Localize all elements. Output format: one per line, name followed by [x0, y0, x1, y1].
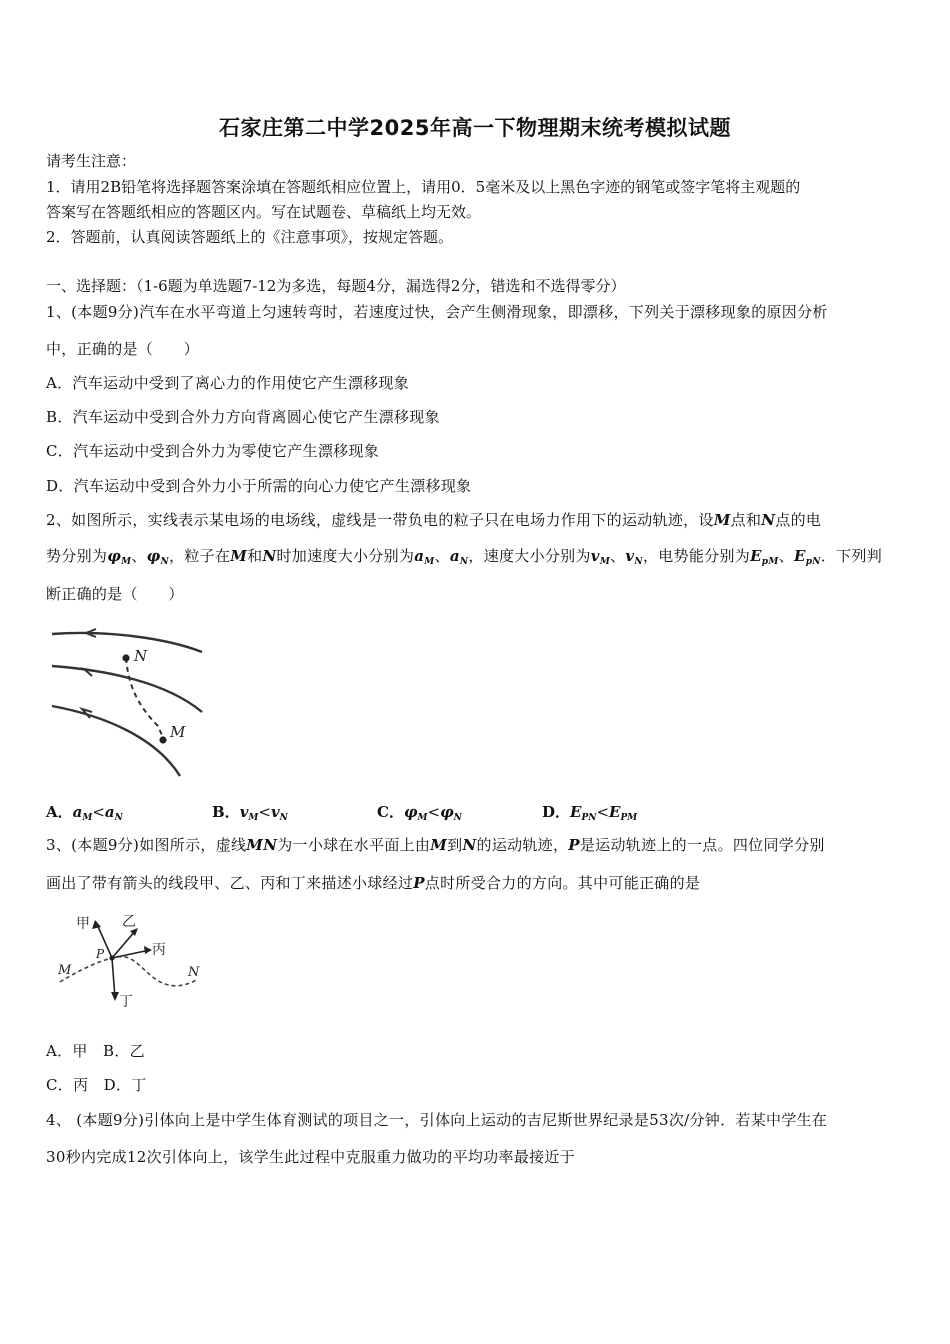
sub: N: [453, 813, 462, 823]
label-yi: 乙: [122, 914, 136, 930]
q1-option-b: B．汽车运动中受到合外力方向背离圆心使它产生漂移现象: [46, 408, 440, 426]
var: v: [239, 803, 249, 821]
label-jia: 甲: [76, 916, 90, 932]
q2-option-b: [212, 802, 288, 828]
option-label: B．: [212, 803, 240, 821]
q2-sep: 、: [131, 547, 147, 565]
q3-text: 的运动轨迹，: [476, 836, 569, 854]
q2-sub: M: [121, 557, 132, 567]
q2-text: 点和: [730, 511, 762, 529]
sub: M: [417, 813, 428, 823]
label-N: N: [188, 965, 200, 980]
q2-text: ．下列判: [820, 547, 883, 565]
q2-text: ，粒子在: [169, 547, 231, 565]
notice-item-1-line-2: 答案写在答题纸相应的答题区内。写在试题卷、草稿纸上均无效。: [46, 203, 482, 221]
q3-var-N: N: [462, 836, 477, 854]
less-than: <: [427, 803, 441, 821]
q2-sub: N: [160, 557, 170, 567]
q1-stem-line-2: 中，正确的是（ ）: [46, 340, 200, 358]
q3-text: 3、(本题9分)如图所示，虚线: [46, 836, 247, 854]
q2-var-M: M: [230, 547, 248, 565]
q2-var-v: v: [625, 547, 635, 565]
sub: M: [248, 813, 259, 823]
var: a: [72, 803, 83, 821]
notice-item-1-line-1: 1．请用2B铅笔将选择题答案涂填在答题纸相应位置上，请用0．5毫米及以上黑色字迹的钢笔或签字笔将主观题的: [46, 178, 801, 196]
q2-stem-line-3: 断正确的是（ ）: [46, 585, 184, 603]
point-M-dot: [159, 736, 166, 743]
label-ding: 丁: [119, 994, 133, 1010]
label-N: N: [134, 647, 148, 665]
q2-var-N: N: [761, 511, 776, 529]
sub: N: [279, 813, 288, 823]
q1-option-d: D．汽车运动中受到合外力小于所需的向心力使它产生漂移现象: [46, 477, 472, 495]
q2-text: 时加速度大小分别为: [276, 547, 415, 565]
q2-sub: pN: [805, 557, 821, 567]
q4-stem-line-2: 30秒内完成12次引体向上，该学生此过程中克服重力做功的平均功率最接近于: [46, 1148, 575, 1166]
var: E: [609, 803, 621, 821]
q3-text: 点时所受合力的方向。其中可能正确的是: [424, 874, 701, 892]
sub: N: [114, 813, 123, 823]
q2-option-c: [377, 802, 462, 828]
label-bing: 丙: [152, 942, 166, 958]
q2-var-N: N: [262, 547, 277, 565]
less-than: <: [258, 803, 271, 821]
q3-text: 是运动轨迹上的一点。四位同学分别: [579, 836, 825, 854]
q3-var-MN: MN: [246, 836, 278, 854]
q2-option-a: [46, 802, 123, 828]
arrowhead-bing-icon: [144, 946, 152, 954]
q2-var-phi: φ: [107, 547, 122, 565]
arrowhead-ding-icon: [111, 992, 119, 1001]
q2-var-a: a: [449, 547, 460, 565]
var: v: [270, 803, 280, 821]
q2-text: 势分别为: [46, 547, 108, 565]
trajectory-MN-dashed: [60, 957, 196, 986]
q2-var-v: v: [590, 547, 600, 565]
less-than: <: [596, 803, 610, 821]
q2-option-d: [542, 802, 637, 828]
q3-text: 画出了带有箭头的线段甲、乙、丙和丁来描述小球经过: [46, 874, 414, 892]
q3-text: 到: [447, 836, 463, 854]
q3-var-M: M: [430, 836, 448, 854]
q2-var-a: a: [414, 547, 425, 565]
q1-option-a: A．汽车运动中受到了离心力的作用使它产生漂移现象: [46, 374, 410, 392]
label-P: P: [96, 947, 105, 961]
field-line-1: [52, 633, 202, 652]
q2-sub: pM: [761, 557, 779, 567]
q2-text: 点的电: [775, 511, 822, 529]
q2-stem-line-2: [46, 546, 882, 572]
var: φ: [440, 803, 454, 821]
var: a: [104, 803, 115, 821]
q3-options-row-2: C．丙 D．丁: [46, 1076, 147, 1094]
sub: PN: [581, 813, 597, 823]
q2-field-figure: [46, 620, 216, 780]
q2-sub: N: [459, 557, 469, 567]
q3-stem-line-2: [46, 873, 700, 893]
q2-sep: 、: [610, 547, 626, 565]
point-N-dot: [122, 654, 129, 661]
label-M: M: [58, 963, 72, 978]
option-label: C．: [377, 803, 404, 821]
q2-var-phi: φ: [146, 547, 161, 565]
label-M: M: [170, 723, 186, 741]
option-label: D．: [542, 803, 571, 821]
notice-heading: 请考生注意：: [46, 152, 137, 170]
q2-sub: N: [634, 557, 643, 567]
q2-var-M: M: [713, 511, 731, 529]
q3-var-P: P: [568, 836, 580, 854]
q2-sub: M: [599, 557, 611, 567]
q1-option-c: C．汽车运动中受到合外力为零使它产生漂移现象: [46, 442, 380, 460]
q2-text: 2、如图所示，实线表示某电场的电场线，虚线是一带负电的粒子只在电场力作用下的运动轨迹，设: [46, 511, 714, 529]
q2-text: ，电势能分别为: [642, 547, 751, 565]
q3-force-figure: [46, 906, 216, 1016]
option-label: A．: [46, 803, 73, 821]
q1-stem-line-1: 1、(本题9分)汽车在水平弯道上匀速转弯时，若速度过快，会产生侧滑现象，即漂移，下列关于漂移现象的原因分析: [46, 303, 828, 321]
q3-options-row-1: A．甲 B．乙: [46, 1042, 145, 1060]
field-line-2: [52, 666, 202, 712]
q3-text: 为一小球在水平面上由: [277, 836, 431, 854]
q2-sub: M: [424, 557, 435, 567]
q2-stem-line-1: [46, 510, 821, 530]
sub: PM: [620, 813, 638, 823]
q3-stem-line-1: [46, 835, 825, 855]
page-title: 石家庄第二中学2025年高一下物理期末统考模拟试题: [219, 116, 731, 140]
trajectory-dashed: [126, 658, 164, 740]
arrow-2-icon: [84, 669, 94, 676]
section-heading: 一、选择题：（1-6题为单选题7-12为多选，每题4分，漏选得2分，错选和不选得零分）: [46, 277, 626, 295]
q2-sep: 、: [778, 547, 794, 565]
q2-sep: 、: [434, 547, 450, 565]
notice-item-2: 2．答题前，认真阅读答题纸上的《注意事项》，按规定答题。: [46, 228, 454, 246]
var: E: [570, 803, 582, 821]
q2-text: 和: [247, 547, 263, 565]
q2-var-E: E: [750, 547, 762, 565]
sub: M: [82, 813, 93, 823]
arrowhead-jia-icon: [92, 920, 101, 929]
q4-stem-line-1: 4、 (本题9分)引体向上是中学生体育测试的项目之一，引体向上运动的吉尼斯世界纪录是53次/分钟．若某中学生在: [46, 1111, 828, 1129]
q2-var-E: E: [793, 547, 806, 565]
q2-text: ，速度大小分别为: [468, 547, 591, 565]
less-than: <: [92, 803, 105, 821]
var: φ: [403, 803, 418, 821]
q3-var-P: P: [413, 874, 425, 892]
